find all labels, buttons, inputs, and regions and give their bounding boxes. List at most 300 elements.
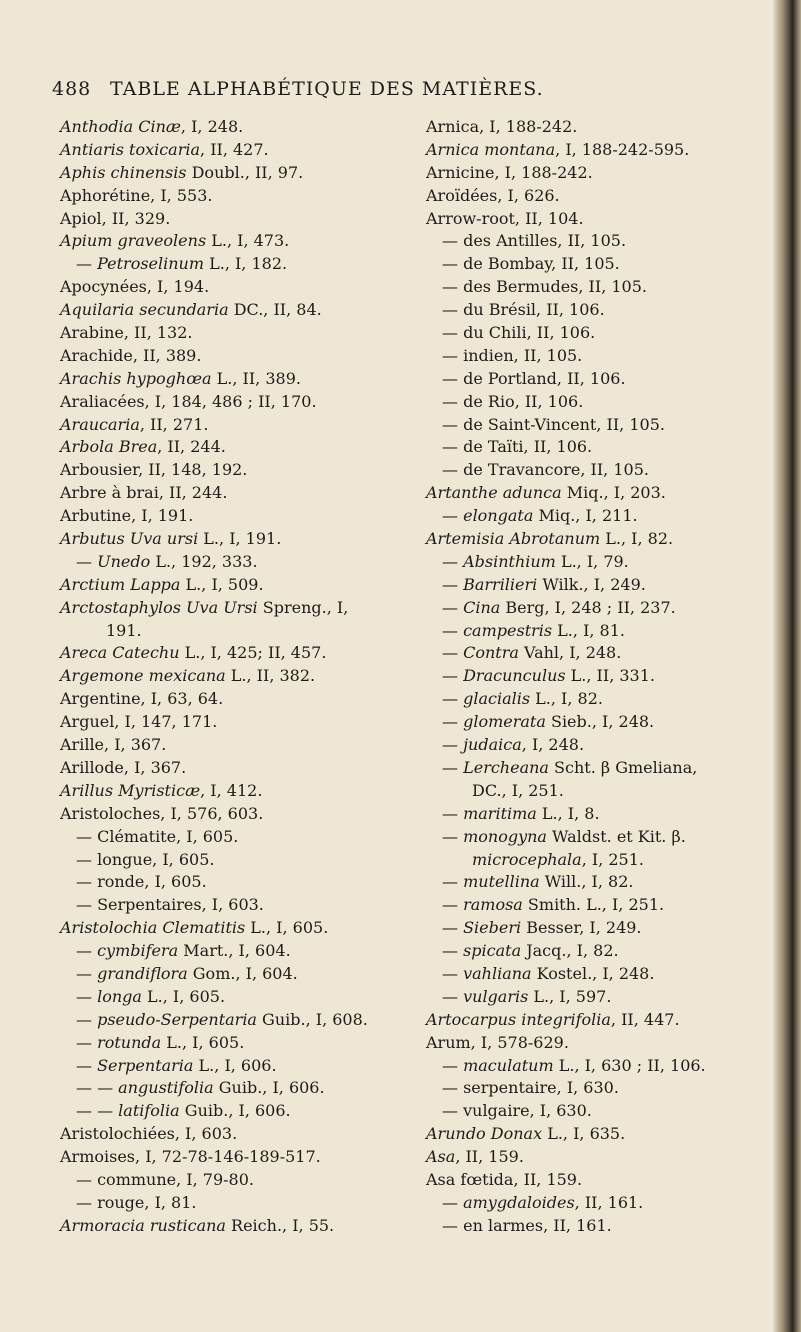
entry-latin-name: Absinthium — [463, 551, 556, 571]
index-entry — [426, 299, 786, 322]
index-entry — [426, 986, 786, 1009]
entry-text: Aphorétine, I, 553. — [60, 185, 213, 205]
entry-latin-name: maculatum — [463, 1055, 554, 1075]
entry-dash: — — [442, 757, 464, 777]
index-entry — [60, 208, 480, 231]
index-entry — [426, 940, 786, 963]
entry-dash: — — [76, 254, 98, 274]
index-entry — [426, 276, 786, 299]
entry-text: longue, I, 605. — [97, 849, 215, 869]
entry-latin-name: Aphis chinensis — [60, 162, 187, 182]
entry-text: des Bermudes, II, 105. — [463, 277, 647, 297]
index-entry — [426, 871, 786, 894]
entry-dash: — — [442, 712, 464, 732]
entry-text: vulgaire, I, 630. — [463, 1101, 592, 1121]
index-entry — [60, 1146, 480, 1169]
entry-dash: — — [442, 391, 464, 411]
entry-text: Guib., I, 606. — [213, 1078, 325, 1098]
entry-dash: — — [442, 277, 464, 297]
entry-text: Asa fœtida, II, 159. — [426, 1169, 583, 1189]
entry-latin-name: Argemone mexicana — [60, 666, 226, 686]
entry-text: Smith. L., I, 251. — [522, 895, 665, 915]
index-entry — [60, 963, 480, 986]
entry-text: L., I, 79. — [555, 551, 629, 571]
entry-text: L., I, 630 ; II, 106. — [553, 1055, 706, 1075]
entry-text: Arbutine, I, 191. — [60, 506, 194, 526]
entry-dash: — — [442, 345, 464, 365]
entry-latin-name: cymbifera — [97, 941, 179, 961]
entry-latin-name: Armoracia rusticana — [60, 1215, 226, 1235]
entry-text: L., II, 331. — [565, 666, 655, 686]
entry-text: , II, 271. — [139, 414, 209, 434]
entry-dash: — — [442, 895, 464, 915]
index-entry — [426, 711, 786, 734]
entry-text: , II, 427. — [200, 139, 269, 159]
entry-text: Aroïdées, I, 626. — [426, 185, 560, 205]
index-entry — [60, 162, 480, 185]
entry-text: de Portland, II, 106. — [463, 368, 626, 388]
entry-latin-name: Arnica montana — [426, 139, 556, 159]
entry-text: L., I, 605. — [245, 918, 329, 938]
entry-text: du Brésil, II, 106. — [463, 300, 605, 320]
entry-text: Kostel., I, 248. — [531, 963, 655, 983]
entry-text: , II, 447. — [610, 1009, 680, 1029]
index-entry — [426, 391, 786, 414]
entry-text: Arum, I, 578-629. — [426, 1032, 569, 1052]
index-entry — [426, 917, 786, 940]
entry-dash: — — [442, 254, 464, 274]
entry-dash: — — [76, 1055, 98, 1075]
entry-dash: — — [442, 941, 464, 961]
index-entry — [60, 322, 480, 345]
entry-text: rouge, I, 81. — [97, 1192, 197, 1212]
entry-latin-name: vulgaris — [463, 986, 529, 1006]
entry-dash: — — [442, 689, 464, 709]
entry-latin-name: spicata — [463, 941, 522, 961]
index-entry — [60, 391, 480, 414]
entry-text: Spreng., I, — [257, 597, 349, 617]
entry-latin-name: Arachis hypoghœa — [60, 368, 212, 388]
entry-text: Jacq., I, 82. — [521, 941, 619, 961]
entry-text: , I, 248. — [521, 735, 585, 755]
index-entry — [426, 436, 786, 459]
index-entry — [60, 345, 480, 368]
entry-text: Araliacées, I, 184, 486 ; II, 170. — [60, 391, 317, 411]
entry-dash: — — [442, 1192, 464, 1212]
entry-latin-name: angustifolia — [118, 1078, 214, 1098]
entry-text: Arillode, I, 367. — [60, 757, 187, 777]
index-entry — [426, 253, 786, 276]
entry-dash: — — [442, 574, 464, 594]
index-entry — [60, 1032, 480, 1055]
index-entry — [60, 253, 480, 276]
entry-text: de Saint-Vincent, II, 105. — [463, 414, 665, 434]
index-entry — [426, 414, 786, 437]
index-entry — [426, 688, 786, 711]
entry-latin-name: Unedo — [97, 551, 151, 571]
entry-text: L., I, 605. — [141, 986, 226, 1006]
index-entry — [426, 963, 786, 986]
entry-dash: — — [442, 735, 464, 755]
index-entry — [60, 1123, 480, 1146]
entry-text: Wilk., I, 249. — [537, 574, 646, 594]
entry-text: L., I, 8. — [536, 803, 600, 823]
entry-text: L., I, 509. — [180, 574, 264, 594]
entry-text: de Bombay, II, 105. — [463, 254, 620, 274]
entry-dash: — — [442, 1101, 464, 1121]
entry-dash: — — [76, 1192, 98, 1212]
index-entry — [60, 299, 480, 322]
index-entry — [60, 711, 480, 734]
index-entry — [426, 757, 786, 780]
entry-latin-name: Barrilieri — [463, 574, 538, 594]
index-entry — [60, 482, 480, 505]
entry-text: L., 192, 333. — [150, 551, 258, 571]
entry-text: de Travancore, II, 105. — [463, 460, 649, 480]
entry-dash: — — [76, 551, 98, 571]
entry-text: L., I, 182. — [204, 254, 288, 274]
index-entry — [60, 826, 480, 849]
entry-latin-name: Arundo Donax — [426, 1124, 543, 1144]
entry-text: commune, I, 79-80. — [97, 1169, 254, 1189]
entry-dash: — — [76, 941, 98, 961]
index-entry — [60, 139, 480, 162]
index-entry — [426, 1032, 786, 1055]
entry-dash: — — [76, 1009, 98, 1029]
entry-latin-name: mutellina — [463, 872, 540, 892]
entry-latin-name: Aquilaria secundaria — [60, 300, 229, 320]
entry-text: DC., I, 251. — [472, 780, 564, 800]
entry-text: Serpentaires, I, 603. — [97, 895, 264, 915]
index-entry — [426, 1169, 786, 1192]
entry-dash: — — [442, 1055, 464, 1075]
index-entry — [60, 849, 480, 872]
entry-latin-name: Artanthe adunca — [426, 483, 562, 503]
entry-latin-name: Araucaria — [60, 414, 140, 434]
entry-dash: — — [76, 849, 98, 869]
index-entry — [426, 665, 786, 688]
entry-text: , I, 188-242-595. — [555, 139, 690, 159]
entry-text: L., I, 635. — [542, 1124, 626, 1144]
entry-text: Armoises, I, 72-78-146-189-517. — [60, 1147, 321, 1167]
entry-dash: — — [442, 323, 464, 343]
index-entry — [60, 368, 480, 391]
entry-text: Arbousier, II, 148, 192. — [60, 460, 248, 480]
index-entry — [60, 803, 480, 826]
entry-text: des Antilles, II, 105. — [463, 231, 627, 251]
entry-latin-name: glacialis — [463, 689, 531, 709]
entry-dash: — — [76, 872, 98, 892]
entry-text: Apiol, II, 329. — [60, 208, 171, 228]
entry-text: Arnica, I, 188-242. — [426, 117, 578, 136]
index-entry — [426, 1192, 786, 1215]
entry-latin-name: Antiaris toxicaria — [60, 139, 201, 159]
entry-dash: — — [442, 826, 464, 846]
entry-latin-name: Arctium Lappa — [60, 574, 181, 594]
index-entry — [60, 688, 480, 711]
index-entry — [60, 1077, 480, 1100]
index-entry — [426, 1100, 786, 1123]
index-column-left — [60, 116, 480, 1238]
entry-dash: — — [442, 643, 464, 663]
index-entry — [426, 1009, 786, 1032]
entry-dash: — — [76, 986, 98, 1006]
index-entry — [60, 597, 480, 620]
entry-text: Mart., I, 604. — [178, 941, 291, 961]
entry-dash: — — [442, 368, 464, 388]
index-entry — [60, 871, 480, 894]
entry-text: Waldst. et Kit. β. — [546, 826, 686, 846]
page-header — [52, 78, 652, 100]
index-entry — [426, 574, 786, 597]
index-entry — [426, 505, 786, 528]
index-entry — [60, 986, 480, 1009]
index-entry — [60, 116, 480, 139]
index-entry — [426, 345, 786, 368]
entry-latin-name: monogyna — [463, 826, 547, 846]
entry-text: L., I, 606. — [193, 1055, 277, 1075]
entry-latin-name: Apium graveolens — [60, 231, 207, 251]
index-entry — [426, 528, 786, 551]
index-entry — [426, 620, 786, 643]
entry-text: Berg, I, 248 ; II, 237. — [500, 597, 676, 617]
entry-text: Arnicine, I, 188-242. — [426, 162, 593, 182]
index-entry — [60, 276, 480, 299]
entry-text: du Chili, II, 106. — [463, 323, 596, 343]
entry-text: L., I, 82. — [600, 529, 674, 549]
index-entry — [426, 849, 786, 872]
entry-text: L., I, 82. — [530, 689, 603, 709]
index-entry — [426, 230, 786, 253]
entry-text: L., I, 191. — [198, 529, 282, 549]
entry-text: DC., II, 84. — [228, 300, 322, 320]
entry-latin-name: maritima — [463, 803, 537, 823]
entry-latin-name: Sieberi — [463, 918, 522, 938]
entry-latin-name: pseudo-Serpentaria — [97, 1009, 257, 1029]
entry-dash: — — [442, 872, 464, 892]
entry-text: Scht. β Gmeliana, — [548, 757, 698, 777]
index-entry — [60, 436, 480, 459]
entry-text: Will., I, 82. — [539, 872, 634, 892]
index-entry — [426, 482, 786, 505]
entry-text: Reich., I, 55. — [225, 1215, 335, 1235]
entry-dash: — — [442, 300, 464, 320]
entry-dash: — — [442, 437, 464, 457]
index-entry — [60, 551, 480, 574]
entry-text: Arbre à brai, II, 244. — [60, 483, 228, 503]
index-entry — [426, 116, 786, 139]
entry-text: , II, 244. — [157, 437, 226, 457]
entry-dash: — — [442, 666, 464, 686]
entry-latin-name: latifolia — [118, 1101, 180, 1121]
index-entry — [426, 459, 786, 482]
entry-text: 191. — [106, 620, 142, 640]
index-entry — [426, 803, 786, 826]
entry-text: Guib., I, 606. — [179, 1101, 291, 1121]
entry-latin-name: campestris — [463, 620, 553, 640]
entry-text: L., I, 473. — [206, 231, 290, 251]
index-entry — [426, 642, 786, 665]
index-entry — [426, 826, 786, 849]
entry-text: Gom., I, 604. — [187, 963, 298, 983]
entry-text: Clématite, I, 605. — [97, 826, 239, 846]
entry-text: ronde, I, 605. — [97, 872, 207, 892]
entry-text: Argentine, I, 63, 64. — [60, 689, 224, 709]
entry-dash: — — [76, 826, 98, 846]
entry-dash: — — [442, 231, 464, 251]
index-entry — [426, 1077, 786, 1100]
entry-dash: — — [442, 1078, 464, 1098]
entry-dash: — — [76, 895, 98, 915]
entry-text: L., I, 605. — [161, 1032, 245, 1052]
entry-text: en larmes, II, 161. — [463, 1215, 612, 1235]
entry-text: Vahl, I, 248. — [518, 643, 622, 663]
entry-dash: — — [442, 460, 464, 480]
entry-latin-name: Petroselinum — [97, 254, 205, 274]
entry-text: L., II, 382. — [225, 666, 316, 686]
entry-dash: — — [442, 803, 464, 823]
entry-text: L., I, 597. — [528, 986, 612, 1006]
entry-text: serpentaire, I, 630. — [463, 1078, 619, 1098]
entry-text: Miq., I, 203. — [561, 483, 666, 503]
index-entry — [60, 1169, 480, 1192]
index-entry — [60, 459, 480, 482]
page-title: TABLE ALPHABÉTIQUE DES MATIÈRES. — [110, 78, 544, 100]
entry-dash: — — [442, 597, 464, 617]
entry-dash: — — [442, 918, 464, 938]
entry-text: Aristolochiées, I, 603. — [60, 1124, 238, 1144]
entry-latin-name: Arillus Myristicæ — [60, 780, 201, 800]
entry-dash: — — [442, 506, 464, 526]
entry-text: Arille, I, 367. — [60, 735, 167, 755]
entry-latin-name: grandiflora — [97, 963, 188, 983]
entry-latin-name: rotunda — [97, 1032, 162, 1052]
index-entry — [426, 162, 786, 185]
index-entry — [60, 505, 480, 528]
index-entry — [426, 368, 786, 391]
index-entry — [426, 734, 786, 757]
entry-latin-name: glomerata — [463, 712, 546, 732]
entry-dash: — — [76, 963, 98, 983]
entry-text: L., I, 425; II, 457. — [179, 643, 327, 663]
entry-latin-name: Anthodia Cinæ — [60, 117, 181, 136]
entry-text: de Rio, II, 106. — [463, 391, 584, 411]
index-entry — [426, 894, 786, 917]
index-entry — [60, 414, 480, 437]
entry-dash: — — — [76, 1101, 119, 1121]
index-entry — [60, 894, 480, 917]
index-entry — [60, 185, 480, 208]
entry-text: Sieb., I, 248. — [545, 712, 655, 732]
entry-latin-name: Aristolochia Clematitis — [60, 918, 246, 938]
entry-latin-name: Contra — [463, 643, 519, 663]
index-entry — [426, 551, 786, 574]
entry-text: Doubl., II, 97. — [186, 162, 304, 182]
entry-latin-name: judaica — [463, 735, 522, 755]
entry-latin-name: elongata — [463, 506, 534, 526]
entry-text: , II, 159. — [455, 1147, 524, 1167]
index-entry — [60, 230, 480, 253]
entry-text: Arguel, I, 147, 171. — [60, 712, 218, 732]
entry-text: , I, 251. — [581, 849, 644, 869]
index-entry — [60, 1009, 480, 1032]
index-entry — [426, 597, 786, 620]
entry-text: Apocynées, I, 194. — [60, 277, 210, 297]
index-entry — [60, 1100, 480, 1123]
index-entry — [60, 1192, 480, 1215]
entry-dash: — — [76, 1032, 98, 1052]
index-entry — [426, 208, 786, 231]
entry-text: Arabine, II, 132. — [60, 323, 193, 343]
entry-latin-name: Cina — [463, 597, 501, 617]
entry-dash: — — [442, 963, 464, 983]
entry-text: , I, 248. — [180, 117, 244, 136]
index-entry — [60, 642, 480, 665]
entry-dash: — — [76, 1169, 98, 1189]
page-number: 488 — [52, 78, 92, 100]
index-entry — [60, 780, 480, 803]
index-entry — [60, 1055, 480, 1078]
index-entry — [426, 185, 786, 208]
index-entry — [60, 665, 480, 688]
index-entry — [60, 574, 480, 597]
entry-latin-name: vahliana — [463, 963, 532, 983]
entry-latin-name: Serpentaria — [97, 1055, 194, 1075]
index-entry — [426, 1055, 786, 1078]
entry-text: de Taïti, II, 106. — [463, 437, 593, 457]
entry-text: Aristoloches, I, 576, 603. — [60, 803, 264, 823]
index-entry — [60, 620, 480, 643]
index-entry — [426, 1215, 786, 1238]
entry-text: L., II, 389. — [211, 368, 301, 388]
entry-latin-name: ramosa — [463, 895, 523, 915]
entry-dash: — — — [76, 1078, 119, 1098]
entry-dash: — — [442, 986, 464, 1006]
entry-dash: — — [442, 551, 464, 571]
entry-text: , I, 412. — [200, 780, 263, 800]
index-entry — [60, 528, 480, 551]
entry-latin-name: Arbola Brea — [60, 437, 158, 457]
entry-latin-name: amygdaloides — [463, 1192, 575, 1212]
index-entry — [60, 734, 480, 757]
entry-text: Miq., I, 211. — [533, 506, 638, 526]
entry-latin-name: Lercheana — [463, 757, 549, 777]
entry-latin-name: Artemisia Abrotanum — [426, 529, 601, 549]
entry-text: , II, 161. — [574, 1192, 644, 1212]
entry-latin-name: Artocarpus integrifolia — [426, 1009, 611, 1029]
index-entry — [426, 780, 786, 803]
index-entry — [426, 139, 786, 162]
index-entry — [426, 1123, 786, 1146]
entry-latin-name: Asa — [426, 1147, 456, 1167]
entry-text: indien, II, 105. — [463, 345, 583, 365]
index-entry — [60, 940, 480, 963]
entry-dash: — — [442, 1215, 464, 1235]
entry-latin-name: Dracunculus — [463, 666, 566, 686]
entry-latin-name: microcephala — [472, 849, 582, 869]
entry-latin-name: Arbutus Uva ursi — [60, 529, 199, 549]
index-entry — [60, 757, 480, 780]
index-entry — [426, 322, 786, 345]
entry-latin-name: Areca Catechu — [60, 643, 180, 663]
entry-dash: — — [442, 414, 464, 434]
entry-text: Guib., I, 608. — [256, 1009, 368, 1029]
entry-text: Besser, I, 249. — [521, 918, 642, 938]
entry-latin-name: Arctostaphylos Uva Ursi — [60, 597, 258, 617]
entry-latin-name: longa — [97, 986, 142, 1006]
index-entry — [426, 1146, 786, 1169]
entry-text: Arrow-root, II, 104. — [426, 208, 584, 228]
